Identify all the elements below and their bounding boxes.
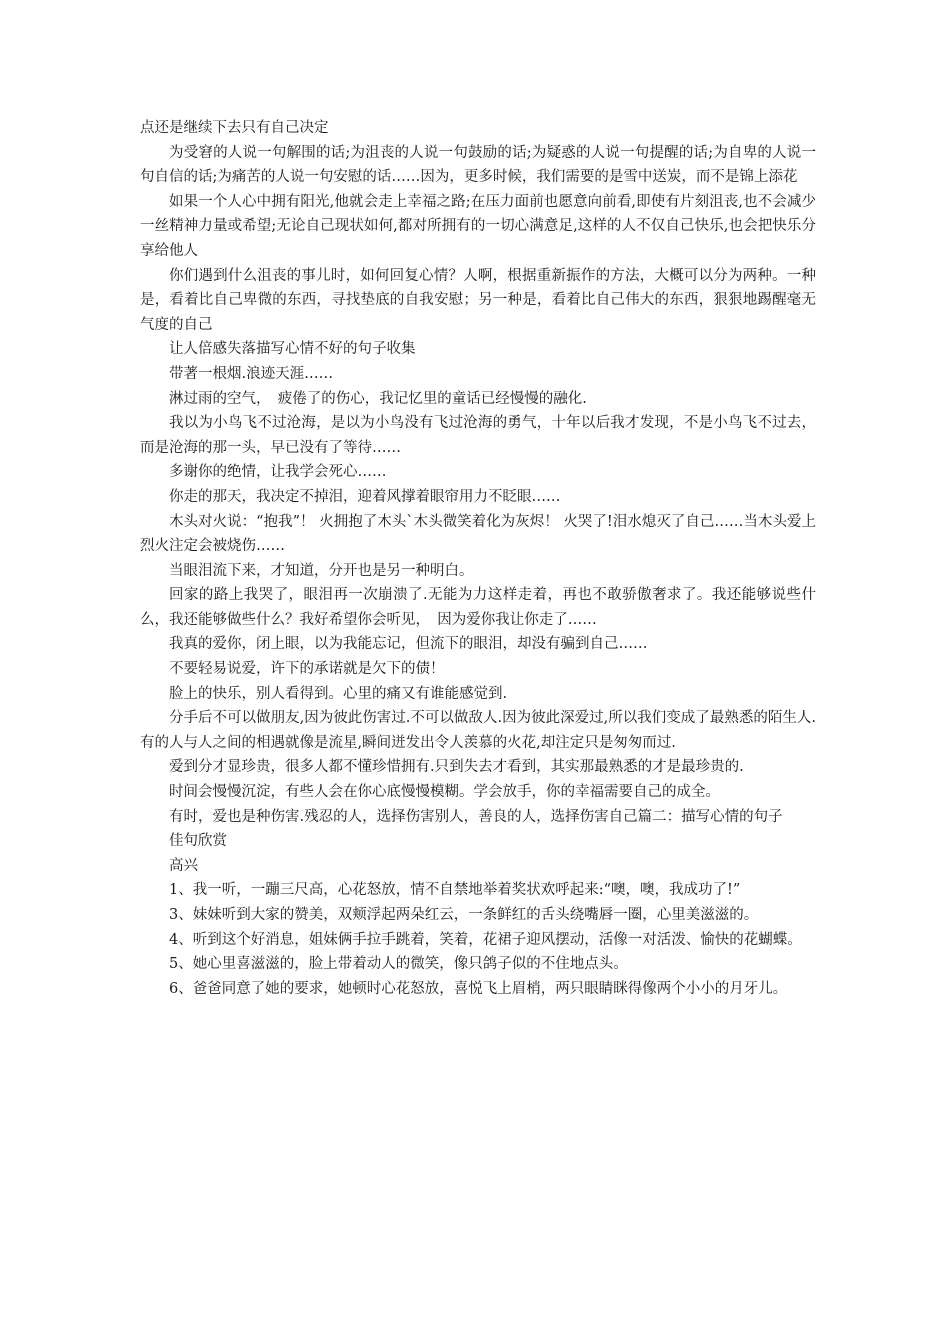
section-heading: 让人倍感失落描写心情不好的句子收集	[169, 341, 416, 358]
paragraph: 脸上的快乐，别人看得到。心里的痛又有谁能感觉到.	[169, 685, 508, 702]
paragraph: 我真的爱你，闭上眼，以为我能忘记，但流下的眼泪，却没有骗到自己……	[169, 636, 648, 653]
paragraph: 当眼泪流下来，才知道，分开也是另一种明白。	[169, 562, 474, 579]
paragraph: 有时，爱也是种伤害.残忍的人，选择伤害别人，善良的人，选择伤害自己篇二：描写心情的句子	[169, 808, 783, 825]
paragraph: 为受窘的人说一句解围的话;为沮丧的人说一句鼓励的话;为疑惑的人说一句提醒的话;为自卑的人说一句自信的话;为痛苦的人说一句安慰的话……因为，更多时候，我们需要的是雪中送炭，而不是锦上添花	[140, 144, 816, 186]
paragraph: 你走的那天，我决定不掉泪，迎着风撑着眼帘用力不眨眼……	[169, 488, 561, 505]
paragraph: 带著一根烟.浪迹天涯……	[169, 365, 334, 382]
list-item: 5、她心里喜滋滋的，脸上带着动人的微笑，像只鸽子似的不住地点头。	[169, 956, 628, 973]
document-page	[140, 116, 831, 1001]
paragraph: 淋过雨的空气， 疲倦了的伤心，我记忆里的童话已经慢慢的融化.	[169, 390, 587, 407]
paragraph: 分手后不可以做朋友,因为彼此伤害过.不可以做敌人.因为彼此深爱过,所以我们变成了最熟悉的陌生人. 有的人与人之间的相遇就像是流星,瞬间迸发出令人羡慕的火花,却注定只是匆匆而过.	[140, 710, 831, 751]
list-item: 3、妹妹听到大家的赞美，双颊浮起两朵红云，一条鲜红的舌头绕嘴唇一圈，心里美滋滋的。	[169, 907, 759, 923]
paragraph: 我以为小鸟飞不过沧海，是以为小鸟没有飞过沧海的勇气，十年以后我才发现，不是小鸟飞不过去，而是沧海的那一头，早已没有了等待……	[140, 415, 816, 456]
paragraph: 爱到分才显珍贵，很多人都不懂珍惜拥有.只到失去才看到，其实那最熟悉的才是最珍贵的.	[169, 759, 744, 776]
paragraph: 回家的路上我哭了，眼泪再一次崩溃了.无能为力这样走着，再也不敢骄傲奢求了。我还能够说些什么，我还能够做些什么？我好希望你会听见， 因为爱你我让你走了……	[140, 587, 816, 628]
paragraph: 多谢你的绝情，让我学会死心……	[169, 464, 387, 481]
paragraph: 点还是继续下去只有自己决定	[140, 120, 329, 136]
section-heading: 佳句欣赏	[169, 833, 227, 850]
list-item: 4、听到这个好消息，姐妹俩手拉手跳着，笑着，花裙子迎风摆动，活像一对活泼、愉快的花蝴蝶。	[169, 931, 802, 948]
paragraph: 如果一个人心中拥有阳光,他就会走上幸福之路;在压力面前也愿意向前看,即使有片刻沮丧,也不会减少一丝精神力量或希望;无论自己现状如何,都对所拥有的一切心满意足,这样的人不仅自己快乐,也会把快乐分享给他人	[140, 193, 816, 259]
paragraph: 时间会慢慢沉淀，有些人会在你心底慢慢模糊。学会放手，你的幸福需要自己的成全。	[169, 784, 720, 801]
paragraph: 木头对火说：“抱我”！ 火拥抱了木头`木头微笑着化为灰烬！ 火哭了!泪水熄灭了自己……当木头爱上烈火注定会被烧伤……	[140, 513, 816, 555]
list-item: 6、爸爸同意了她的要求，她顿时心花怒放，喜悦飞上眉梢，两只眼睛眯得像两个小小的月牙儿。	[169, 980, 788, 997]
list-item: 1、我一听，一蹦三尺高，心花怒放，情不自禁地举着奖状欢呼起来:“噢，噢，我成功了!”	[169, 882, 741, 899]
paragraph: 你们遇到什么沮丧的事儿时，如何回复心情？人啊，根据重新振作的方法，大概可以分为两种。一种是，看着比自己卑微的东西，寻找垫底的自我安慰；另一种是，看着比自己伟大的东西，狠狠地踢醒毫无气度的自己	[140, 267, 816, 333]
section-heading: 高兴	[169, 857, 198, 874]
paragraph: 不要轻易说爱，许下的承诺就是欠下的债！	[169, 661, 445, 678]
